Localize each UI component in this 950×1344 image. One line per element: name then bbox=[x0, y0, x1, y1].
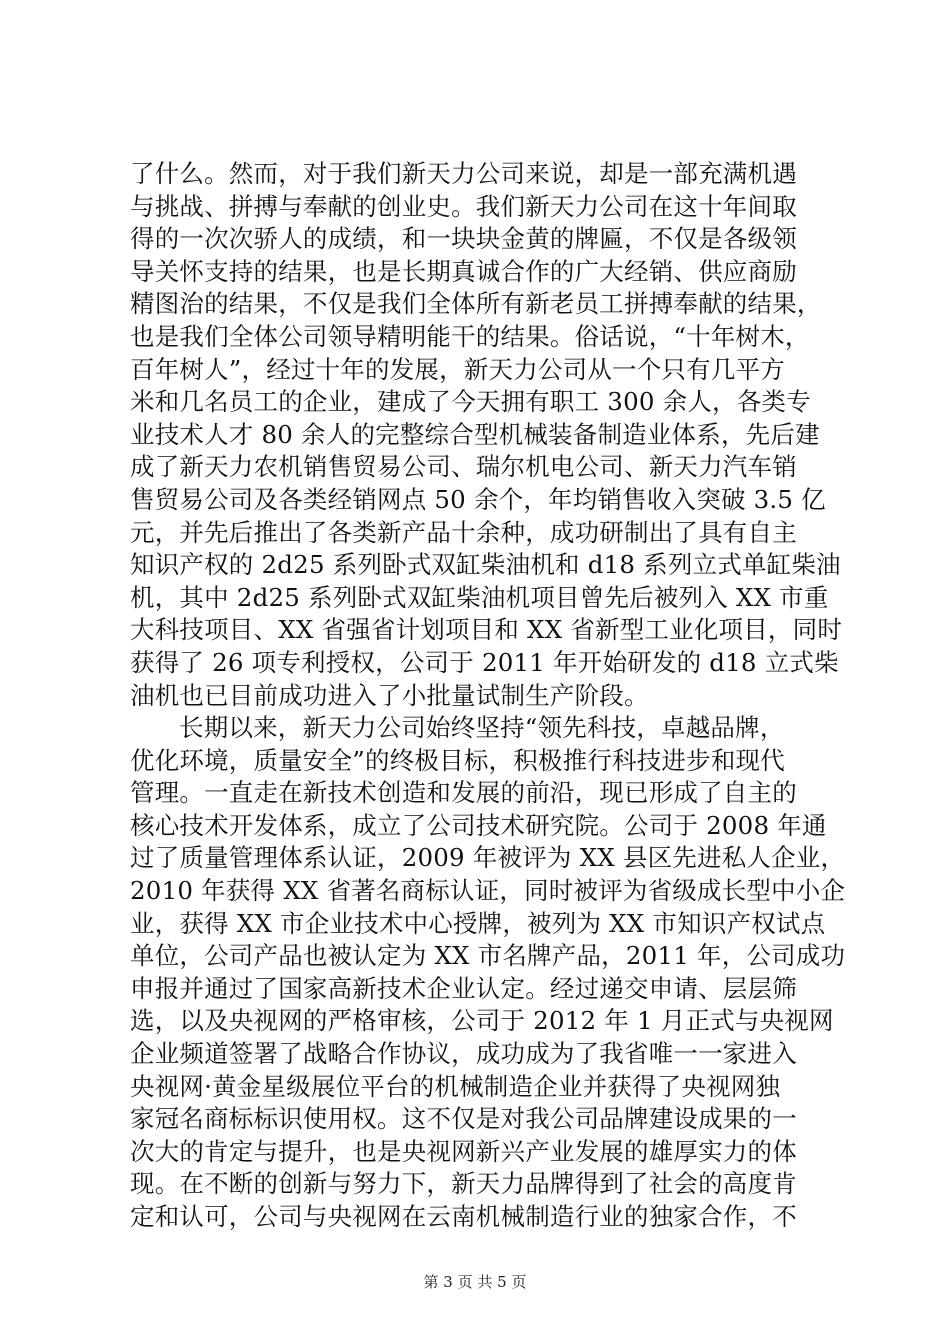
text-line: 得的一次次骄人的成绩，和一块块金黄的牌匾，不仅是各级领 bbox=[130, 224, 797, 254]
text-line: 知识产权的 2d25 系列卧式双缸柴油机和 d18 系列立式单缸柴油 bbox=[130, 550, 841, 580]
text-line: 现。在不断的创新与努力下，新天力品牌得到了社会的高度肯 bbox=[130, 1169, 797, 1199]
text-line: 与挑战、拼搏与奉献的创业史。我们新天力公司在这十年间取 bbox=[130, 191, 797, 221]
text-line: 获得了 26 项专利授权，公司于 2011 年开始研发的 d18 立式柴 bbox=[130, 647, 839, 677]
text-line: 家冠名商标标识使用权。这不仅是对我公司品牌建设成果的一 bbox=[130, 1104, 797, 1134]
text-line: 单位，公司产品也被认定为 XX 市名牌产品，2011 年，公司成功 bbox=[130, 941, 846, 971]
text-line: 长期以来，新天力公司始终坚持“领先科技，卓越品牌， bbox=[179, 713, 785, 743]
paragraph-2 bbox=[130, 712, 846, 1234]
text-line: 2010 年获得 XX 省著名商标认证，同时被评为省级成长型中小企 bbox=[130, 876, 846, 906]
body-text bbox=[130, 158, 846, 1234]
text-line: 精图治的结果，不仅是我们全体所有新老员工拼搏奉献的结果， bbox=[130, 289, 822, 319]
text-line: 核心技术开发体系，成立了公司技术研究院。公司于 2008 年通 bbox=[130, 810, 827, 840]
text-line: 选，以及央视网的严格审核，公司于 2012 年 1 月正式与央视网 bbox=[130, 1006, 834, 1036]
text-line: 元，并先后推出了各类新产品十余种，成功研制出了具有自主 bbox=[130, 517, 797, 547]
text-line: 优化环境，质量安全”的终极目标，积极推行科技进步和现代 bbox=[130, 745, 785, 775]
page-footer: 第 3 页 共 5 页 bbox=[423, 1273, 527, 1291]
text-line: 售贸易公司及各类经销网点 50 余个，年均销售收入突破 3.5 亿 bbox=[130, 484, 826, 514]
text-line: 申报并通过了国家高新技术企业认定。经过递交申请、层层筛 bbox=[130, 973, 797, 1003]
text-line: 导关怀支持的结果，也是长期真诚合作的广大经销、供应商励 bbox=[130, 256, 797, 286]
text-line: 米和几名员工的企业，建成了今天拥有职工 300 余人，各类专 bbox=[130, 387, 811, 417]
text-line: 成了新天力农机销售贸易公司、瑞尔机电公司、新天力汽车销 bbox=[130, 452, 797, 482]
text-line: 次大的肯定与提升，也是央视网新兴产业发展的雄厚实力的体 bbox=[130, 1136, 797, 1166]
text-line: 管理。一直走在新技术创造和发展的前沿，现已形成了自主的 bbox=[130, 778, 797, 808]
text-line: 也是我们全体公司领导精明能干的结果。俗话说，“十年树木， bbox=[130, 321, 810, 351]
text-line: 业技术人才 80 余人的完整综合型机械装备制造业体系，先后建 bbox=[130, 419, 820, 449]
text-line: 了什么。然而，对于我们新天力公司来说，却是一部充满机遇 bbox=[130, 159, 797, 188]
text-line: 机，其中 2d25 系列卧式双缸柴油机项目曾先后被列入 XX 市重 bbox=[130, 582, 829, 612]
paragraph-1 bbox=[130, 158, 843, 712]
text-line: 大科技项目、XX 省强省计划项目和 XX 省新型工业化项目，同时 bbox=[130, 615, 843, 645]
text-line: 油机也已目前成功进入了小批量试制生产阶段。 bbox=[130, 680, 649, 710]
text-line: 企业频道签署了战略合作协议，成功成为了我省唯一一家进入 bbox=[130, 1039, 797, 1069]
text-line: 定和认可，公司与央视网在云南机械制造行业的独家合作，不 bbox=[130, 1202, 797, 1231]
text-line: 过了质量管理体系认证，2009 年被评为 XX 县区先进私人企业， bbox=[130, 843, 846, 873]
text-line: 百年树人”，经过十年的发展，新天力公司从一个只有几平方 bbox=[130, 354, 785, 384]
text-line: 业，获得 XX 市企业技术中心授牌，被列为 XX 市知识产权试点 bbox=[130, 908, 826, 938]
text-line: 央视网·黄金星级展位平台的机械制造企业并获得了央视网独 bbox=[130, 1071, 781, 1101]
